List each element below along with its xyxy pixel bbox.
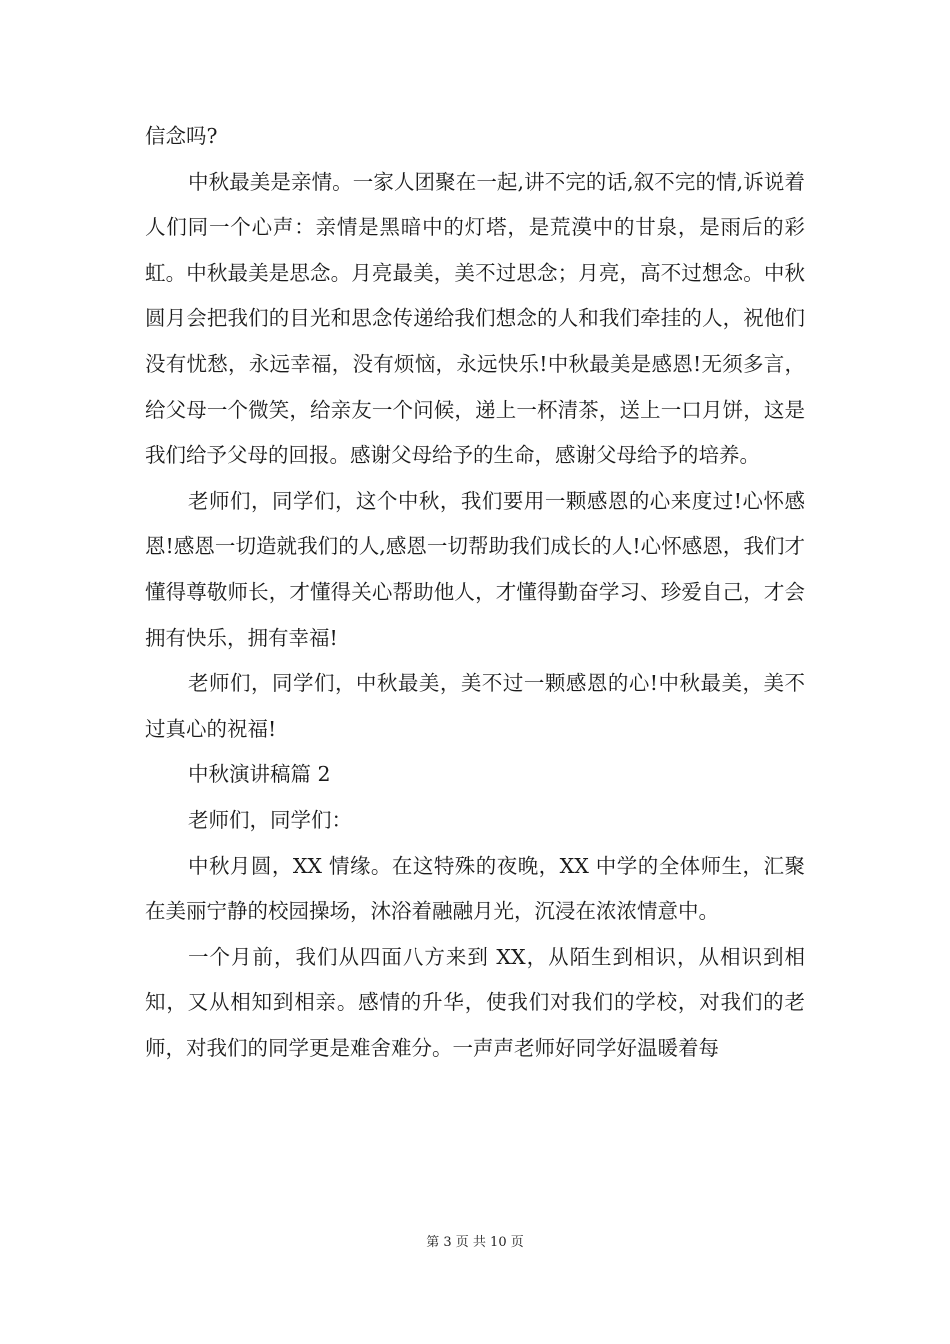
paragraph: 老师们，同学们，这个中秋，我们要用一颗感恩的心来度过!心怀感恩!感恩一切造就我们的人,感恩一切帮助我们成长的人!心怀感恩，我们才懂得尊敬师长，才懂得关心帮助他人，才懂得勤奋学习、珍爱自己，才会拥有快乐，拥有幸福! bbox=[145, 488, 805, 650]
page-number-footer: 第 3 页 共 10 页 bbox=[426, 1235, 524, 1250]
salutation: 老师们，同学们： bbox=[188, 807, 352, 832]
paragraph: 中秋月圆，XX 情缘。在这特殊的夜晚，XX 中学的全体师生，汇聚在美丽宁静的校园操场，沐浴着融融月光，沉浸在浓浓情意中。 bbox=[145, 853, 805, 924]
paragraph: 信念吗? bbox=[145, 124, 218, 148]
paragraph: 中秋最美是亲情。一家人团聚在一起,讲不完的话,叙不完的情,诉说着人们同一个心声：亲情是黑暗中的灯塔，是荒漠中的甘泉，是雨后的彩虹。中秋最美是思念。月亮最美，美不过思念；月亮，高不过想念。中秋圆月会把我们的目光和思念传递给我们想念的人和我们牵挂的人，祝他们没有忧愁，永远幸福，没有烦恼，永远快乐!中秋最美是感恩!无须多言，给父母一个微笑，给亲友一个问候，递上一杯清茶，送上一口月饼，这是我们给予父母的回报。感谢父母给予的生命，感谢父母给予的培养。 bbox=[145, 169, 805, 468]
paragraph: 老师们，同学们，中秋最美，美不过一颗感恩的心!中秋最美，美不过真心的祝福! bbox=[145, 671, 805, 741]
section-heading: 中秋演讲稿篇 2 bbox=[188, 762, 331, 787]
document-body bbox=[145, 114, 805, 1071]
paragraph: 一个月前，我们从四面八方来到 XX，从陌生到相识，从相识到相知，又从相知到相亲。感情的升华，使我们对我们的学校，对我们的老师，对我们的同学更是难舍难分。一声声老师好同学好温暖着每 bbox=[145, 944, 805, 1060]
